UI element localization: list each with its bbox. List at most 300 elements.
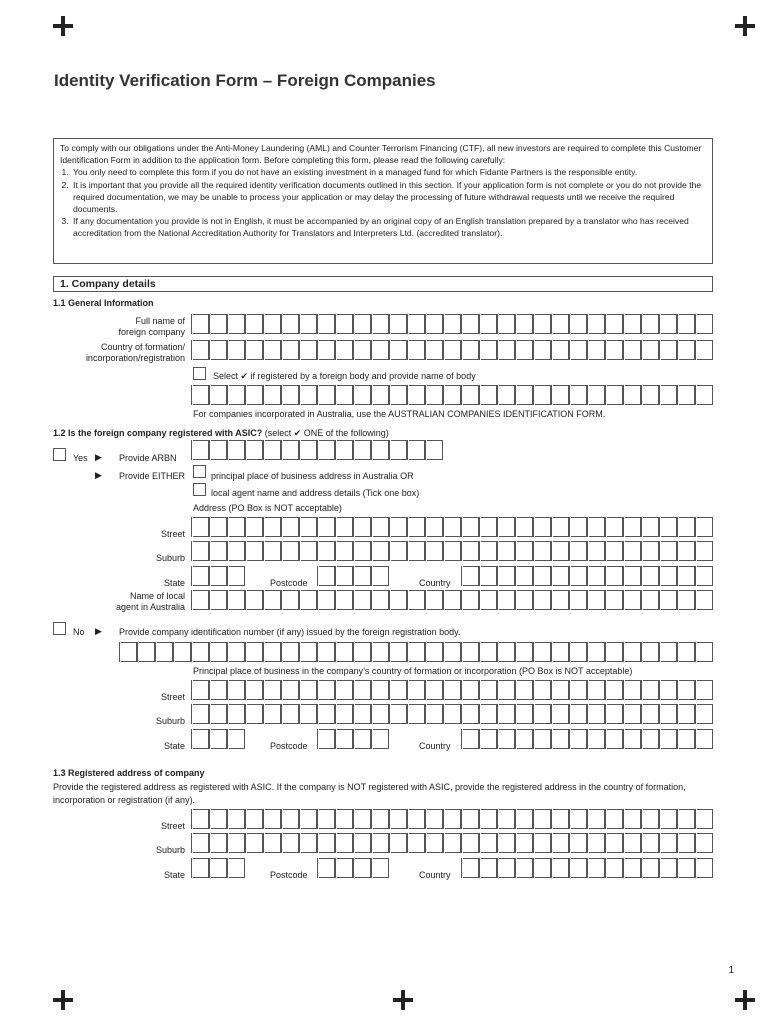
char-box[interactable] [373,440,389,460]
char-box[interactable] [535,566,551,586]
char-box[interactable] [337,440,353,460]
char-box[interactable] [355,385,371,405]
char-box[interactable] [427,704,443,724]
char-box[interactable] [535,517,551,537]
char-box[interactable] [661,809,677,829]
foreign-body-input[interactable] [191,385,713,405]
char-box[interactable] [643,541,659,561]
char-box[interactable] [679,642,695,662]
char-box[interactable] [571,517,587,537]
char-box[interactable] [499,590,515,610]
char-box[interactable] [571,385,587,405]
char-box[interactable] [679,729,695,749]
char-box[interactable] [211,541,227,561]
char-box[interactable] [193,642,209,662]
char-box[interactable] [553,858,569,878]
char-box[interactable] [409,340,425,360]
au-state-input[interactable] [191,566,245,586]
char-box[interactable] [535,680,551,700]
char-box[interactable] [499,385,515,405]
char-box[interactable] [409,314,425,334]
char-box[interactable] [625,680,641,700]
char-box[interactable] [373,680,389,700]
country-input[interactable] [191,340,713,360]
char-box[interactable] [193,809,209,829]
char-box[interactable] [193,858,209,878]
char-box[interactable] [589,858,605,878]
char-box[interactable] [571,642,587,662]
char-box[interactable] [373,704,389,724]
char-box[interactable] [211,809,227,829]
char-box[interactable] [661,642,677,662]
char-box[interactable] [589,541,605,561]
char-box[interactable] [373,590,389,610]
char-box[interactable] [643,340,659,360]
char-box[interactable] [607,729,623,749]
char-box[interactable] [391,385,407,405]
char-box[interactable] [337,680,353,700]
au-street-input-2[interactable] [191,541,713,561]
char-box[interactable] [409,642,425,662]
char-box[interactable] [265,680,281,700]
char-box[interactable] [319,729,335,749]
char-box[interactable] [319,440,335,460]
char-box[interactable] [355,704,371,724]
char-box[interactable] [679,833,695,853]
char-box[interactable] [355,566,371,586]
char-box[interactable] [625,541,641,561]
char-box[interactable] [517,680,533,700]
char-box[interactable] [589,680,605,700]
char-box[interactable] [571,566,587,586]
char-box[interactable] [211,590,227,610]
char-box[interactable] [499,642,515,662]
char-box[interactable] [625,517,641,537]
char-box[interactable] [481,833,497,853]
char-box[interactable] [589,590,605,610]
char-box[interactable] [409,590,425,610]
char-box[interactable] [445,704,461,724]
char-box[interactable] [697,704,713,724]
char-box[interactable] [607,314,623,334]
char-box[interactable] [193,566,209,586]
char-box[interactable] [283,809,299,829]
agent-name-input[interactable] [191,590,713,610]
char-box[interactable] [355,729,371,749]
char-box[interactable] [265,314,281,334]
char-box[interactable] [661,517,677,537]
char-box[interactable] [193,590,209,610]
char-box[interactable] [229,385,245,405]
char-box[interactable] [391,517,407,537]
char-box[interactable] [445,809,461,829]
char-box[interactable] [499,858,515,878]
char-box[interactable] [319,858,335,878]
char-box[interactable] [625,314,641,334]
reg-state-input[interactable] [191,858,245,878]
char-box[interactable] [229,858,245,878]
char-box[interactable] [247,440,263,460]
char-box[interactable] [643,858,659,878]
char-box[interactable] [409,517,425,537]
char-box[interactable] [265,517,281,537]
char-box[interactable] [301,541,317,561]
char-box[interactable] [661,541,677,561]
char-box[interactable] [229,517,245,537]
char-box[interactable] [661,314,677,334]
char-box[interactable] [445,340,461,360]
char-box[interactable] [481,729,497,749]
char-box[interactable] [157,642,173,662]
char-box[interactable] [535,590,551,610]
char-box[interactable] [445,314,461,334]
char-box[interactable] [337,340,353,360]
char-box[interactable] [643,517,659,537]
char-box[interactable] [463,642,479,662]
char-box[interactable] [301,642,317,662]
char-box[interactable] [499,541,515,561]
char-box[interactable] [589,566,605,586]
char-box[interactable] [571,590,587,610]
char-box[interactable] [463,566,479,586]
char-box[interactable] [463,314,479,334]
char-box[interactable] [247,541,263,561]
char-box[interactable] [193,340,209,360]
char-box[interactable] [535,340,551,360]
char-box[interactable] [535,385,551,405]
char-box[interactable] [193,833,209,853]
char-box[interactable] [427,517,443,537]
char-box[interactable] [625,809,641,829]
char-box[interactable] [319,517,335,537]
char-box[interactable] [625,704,641,724]
char-box[interactable] [211,517,227,537]
char-box[interactable] [337,729,353,749]
char-box[interactable] [229,729,245,749]
char-box[interactable] [337,642,353,662]
char-box[interactable] [517,590,533,610]
char-box[interactable] [211,858,227,878]
char-box[interactable] [661,729,677,749]
reg-postcode-input[interactable] [317,858,389,878]
char-box[interactable] [643,385,659,405]
char-box[interactable] [607,517,623,537]
char-box[interactable] [391,340,407,360]
char-box[interactable] [589,340,605,360]
char-box[interactable] [355,340,371,360]
char-box[interactable] [679,566,695,586]
foreign-body-checkbox[interactable] [193,367,206,380]
char-box[interactable] [553,314,569,334]
char-box[interactable] [373,858,389,878]
char-box[interactable] [661,704,677,724]
char-box[interactable] [355,517,371,537]
char-box[interactable] [337,704,353,724]
char-box[interactable] [391,680,407,700]
char-box[interactable] [697,314,713,334]
char-box[interactable] [193,729,209,749]
char-box[interactable] [409,833,425,853]
char-box[interactable] [229,440,245,460]
char-box[interactable] [481,385,497,405]
char-box[interactable] [463,858,479,878]
char-box[interactable] [121,642,137,662]
foreign-street-input[interactable] [191,680,713,700]
full-name-input[interactable] [191,314,713,334]
char-box[interactable] [553,541,569,561]
char-box[interactable] [607,680,623,700]
char-box[interactable] [229,566,245,586]
char-box[interactable] [355,541,371,561]
char-box[interactable] [697,833,713,853]
char-box[interactable] [427,314,443,334]
char-box[interactable] [445,642,461,662]
char-box[interactable] [355,642,371,662]
char-box[interactable] [481,340,497,360]
char-box[interactable] [535,314,551,334]
char-box[interactable] [409,704,425,724]
char-box[interactable] [679,340,695,360]
char-box[interactable] [517,704,533,724]
char-box[interactable] [265,541,281,561]
char-box[interactable] [517,314,533,334]
char-box[interactable] [643,809,659,829]
char-box[interactable] [247,590,263,610]
char-box[interactable] [373,517,389,537]
char-box[interactable] [211,642,227,662]
char-box[interactable] [661,858,677,878]
char-box[interactable] [625,340,641,360]
char-box[interactable] [499,340,515,360]
char-box[interactable] [661,385,677,405]
char-box[interactable] [265,440,281,460]
char-box[interactable] [499,680,515,700]
char-box[interactable] [283,385,299,405]
char-box[interactable] [697,729,713,749]
char-box[interactable] [463,340,479,360]
char-box[interactable] [679,541,695,561]
char-box[interactable] [571,680,587,700]
char-box[interactable] [481,517,497,537]
char-box[interactable] [301,680,317,700]
char-box[interactable] [553,833,569,853]
char-box[interactable] [337,858,353,878]
char-box[interactable] [607,833,623,853]
char-box[interactable] [571,833,587,853]
char-box[interactable] [283,680,299,700]
char-box[interactable] [535,642,551,662]
au-street-input[interactable] [191,517,713,537]
char-box[interactable] [229,541,245,561]
char-box[interactable] [697,340,713,360]
char-box[interactable] [679,590,695,610]
char-box[interactable] [535,809,551,829]
char-box[interactable] [337,517,353,537]
char-box[interactable] [301,704,317,724]
char-box[interactable] [283,642,299,662]
char-box[interactable] [409,809,425,829]
char-box[interactable] [517,541,533,561]
char-box[interactable] [193,704,209,724]
char-box[interactable] [643,590,659,610]
char-box[interactable] [211,440,227,460]
char-box[interactable] [481,680,497,700]
char-box[interactable] [517,517,533,537]
char-box[interactable] [391,704,407,724]
char-box[interactable] [625,566,641,586]
char-box[interactable] [481,314,497,334]
char-box[interactable] [607,385,623,405]
char-box[interactable] [409,385,425,405]
char-box[interactable] [607,566,623,586]
char-box[interactable] [265,809,281,829]
char-box[interactable] [643,729,659,749]
no-checkbox[interactable] [53,622,66,635]
char-box[interactable] [283,541,299,561]
reg-country-input[interactable] [461,858,713,878]
char-box[interactable] [445,385,461,405]
char-box[interactable] [337,541,353,561]
yes-checkbox[interactable] [53,448,66,461]
char-box[interactable] [427,680,443,700]
char-box[interactable] [265,642,281,662]
char-box[interactable] [697,541,713,561]
char-box[interactable] [589,704,605,724]
char-box[interactable] [553,340,569,360]
char-box[interactable] [517,385,533,405]
char-box[interactable] [283,517,299,537]
char-box[interactable] [535,704,551,724]
char-box[interactable] [409,680,425,700]
char-box[interactable] [319,642,335,662]
char-box[interactable] [427,385,443,405]
char-box[interactable] [607,541,623,561]
char-box[interactable] [661,680,677,700]
char-box[interactable] [697,642,713,662]
char-box[interactable] [265,385,281,405]
char-box[interactable] [625,385,641,405]
char-box[interactable] [373,541,389,561]
char-box[interactable] [319,590,335,610]
char-box[interactable] [337,590,353,610]
char-box[interactable] [427,541,443,561]
char-box[interactable] [301,517,317,537]
char-box[interactable] [427,833,443,853]
char-box[interactable] [355,858,371,878]
char-box[interactable] [193,517,209,537]
char-box[interactable] [571,704,587,724]
char-box[interactable] [247,340,263,360]
foreign-street-input-2[interactable] [191,704,713,724]
char-box[interactable] [211,729,227,749]
char-box[interactable] [697,680,713,700]
char-box[interactable] [355,314,371,334]
char-box[interactable] [571,729,587,749]
char-box[interactable] [643,704,659,724]
char-box[interactable] [499,314,515,334]
char-box[interactable] [319,566,335,586]
char-box[interactable] [139,642,155,662]
char-box[interactable] [499,704,515,724]
principal-place-checkbox[interactable] [193,465,206,478]
char-box[interactable] [499,566,515,586]
char-box[interactable] [697,809,713,829]
char-box[interactable] [571,541,587,561]
char-box[interactable] [535,833,551,853]
char-box[interactable] [679,517,695,537]
char-box[interactable] [517,340,533,360]
char-box[interactable] [265,590,281,610]
char-box[interactable] [445,590,461,610]
char-box[interactable] [283,704,299,724]
au-country-input[interactable] [461,566,713,586]
char-box[interactable] [301,833,317,853]
char-box[interactable] [391,590,407,610]
char-box[interactable] [211,704,227,724]
char-box[interactable] [229,833,245,853]
char-box[interactable] [463,729,479,749]
char-box[interactable] [517,833,533,853]
char-box[interactable] [463,680,479,700]
char-box[interactable] [193,680,209,700]
char-box[interactable] [481,858,497,878]
char-box[interactable] [265,833,281,853]
char-box[interactable] [661,566,677,586]
char-box[interactable] [481,642,497,662]
char-box[interactable] [625,729,641,749]
char-box[interactable] [355,440,371,460]
char-box[interactable] [427,809,443,829]
char-box[interactable] [607,704,623,724]
char-box[interactable] [265,704,281,724]
foreign-state-input[interactable] [191,729,245,749]
char-box[interactable] [319,680,335,700]
char-box[interactable] [427,340,443,360]
char-box[interactable] [553,566,569,586]
char-box[interactable] [355,809,371,829]
char-box[interactable] [661,340,677,360]
char-box[interactable] [319,314,335,334]
char-box[interactable] [571,340,587,360]
char-box[interactable] [643,314,659,334]
char-box[interactable] [589,833,605,853]
char-box[interactable] [193,440,209,460]
char-box[interactable] [373,642,389,662]
char-box[interactable] [517,729,533,749]
char-box[interactable] [553,680,569,700]
char-box[interactable] [589,385,605,405]
char-box[interactable] [661,590,677,610]
char-box[interactable] [409,440,425,460]
reg-street-input[interactable] [191,809,713,829]
char-box[interactable] [391,440,407,460]
char-box[interactable] [697,385,713,405]
char-box[interactable] [391,642,407,662]
char-box[interactable] [229,590,245,610]
char-box[interactable] [679,858,695,878]
char-box[interactable] [283,314,299,334]
char-box[interactable] [319,809,335,829]
char-box[interactable] [193,314,209,334]
char-box[interactable] [319,704,335,724]
char-box[interactable] [625,833,641,853]
char-box[interactable] [517,642,533,662]
char-box[interactable] [589,517,605,537]
char-box[interactable] [211,833,227,853]
char-box[interactable] [625,590,641,610]
char-box[interactable] [211,385,227,405]
char-box[interactable] [625,858,641,878]
